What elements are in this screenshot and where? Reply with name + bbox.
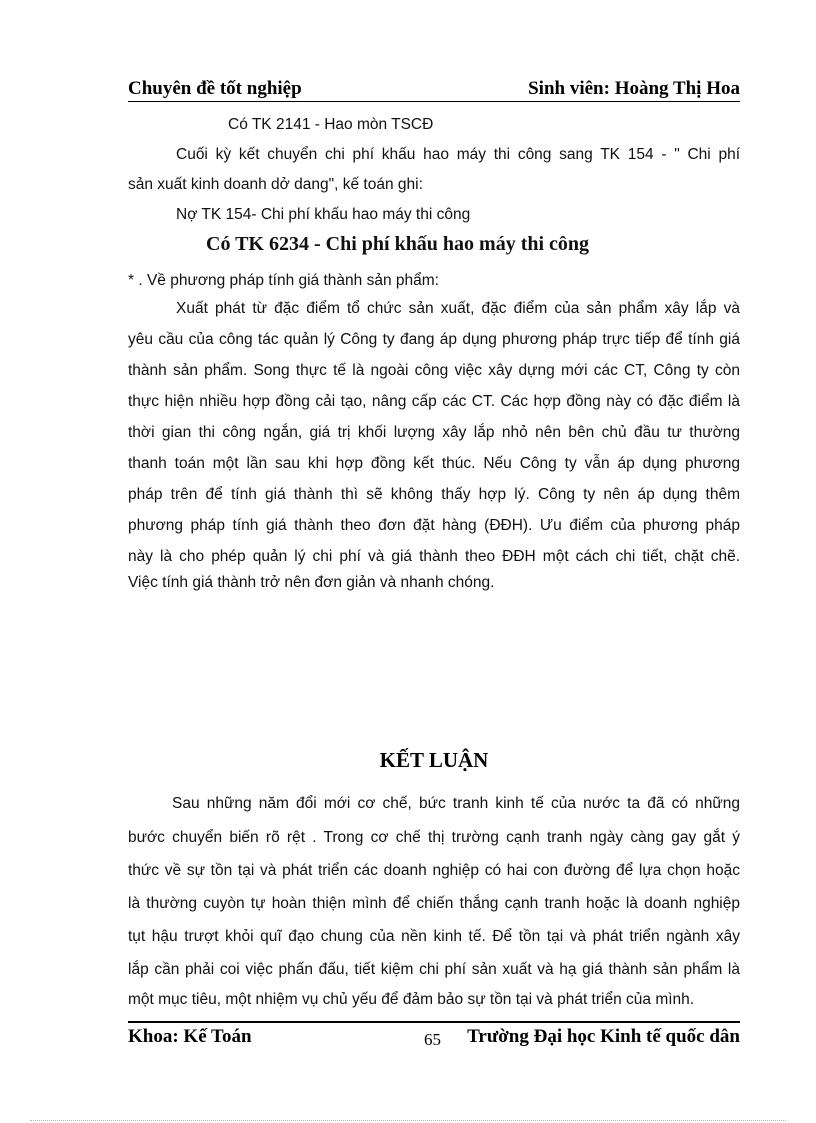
header-topic: Chuyên đề tốt nghiệp xyxy=(128,78,302,99)
page-footer xyxy=(128,1026,740,1050)
conclusion-line: Sau những năm đổi mới cơ chế, bức tranh kinh tế của nước ta đã có những xyxy=(172,795,740,812)
para1-line2: sản xuất kinh doanh dở dang", kế toán ghi: xyxy=(128,176,423,193)
para1-line1: Cuối kỳ kết chuyển chi phí khấu hao máy thi công sang TK 154 - " Chi phí xyxy=(176,146,740,163)
header-divider xyxy=(128,101,740,102)
page-bottom-edge xyxy=(30,1120,786,1121)
conclusion-line: bước chuyển biến rõ rệt . Trong cơ chế thị trường cạnh tranh ngày càng gay gắt ý xyxy=(128,829,740,846)
credit-entry-machine: Có TK 6234 - Chi phí khấu hao máy thi công xyxy=(206,233,590,255)
method-line: thực hiện nhiều hợp đồng cải tạo, nâng cấp các CT. Các hợp đồng này có đặc điểm là xyxy=(128,393,740,410)
method-line: thanh toán một lần sau khi hợp đồng kết thúc. Nếu Công ty vẫn áp dụng phương xyxy=(128,455,740,472)
method-heading: * . Về phương pháp tính giá thành sản phẩm: xyxy=(128,272,439,289)
debit-entry: Nợ TK 154- Chi phí khấu hao máy thi công xyxy=(176,206,471,223)
credit-entry-depreciation: Có TK 2141 - Hao mòn TSCĐ xyxy=(228,116,434,133)
conclusion-line: tụt hậu trượt khỏi quĩ đạo chung của nền kinh tế. Để tồn tại và phát triển ngành xây xyxy=(128,928,740,945)
conclusion-line: thức về sự tồn tại và phát triển các doanh nghiệp có hai con đường để lựa chọn hoặc xyxy=(128,862,740,879)
method-line: yêu cầu của công tác quản lý Công ty đang áp dụng phương pháp trực tiếp để tính giá xyxy=(128,331,740,348)
footer-university: Trường Đại học Kinh tế quốc dân xyxy=(467,1026,740,1047)
conclusion-line: lắp cần phải coi việc phấn đấu, tiết kiệm chi phí sản xuất và hạ giá thành sản phẩm là xyxy=(128,961,740,978)
conclusion-line: là thường cuyòn tự hoàn thiện mình để chiến thắng cạnh tranh hoặc là doanh nghiệp xyxy=(128,895,740,912)
conclusion-title: KẾT LUẬN xyxy=(379,748,489,772)
conclusion-line: một mục tiêu, một nhiệm vụ chủ yếu để đảm bảo sự tồn tại và phát triển của mình. xyxy=(128,991,695,1008)
method-line: Việc tính giá thành trở nên đơn giản và nhanh chóng. xyxy=(128,574,495,591)
method-line: này là cho phép quản lý chi phí và giá thành theo ĐĐH một cách chi tiết, chặt chẽ. xyxy=(128,548,740,565)
method-line: thời gian thi công ngắn, giá trị khối lượng xây lắp nhỏ nên bên chủ đầu tư thường xyxy=(128,424,740,441)
page-header xyxy=(128,78,740,102)
method-line: pháp trên để tính giá thành thì sẽ không thấy hợp lý. Công ty nên áp dụng thêm xyxy=(128,486,740,503)
method-line: phương pháp tính giá thành theo đơn đặt hàng (ĐĐH). Ưu điểm của phương pháp xyxy=(128,517,740,534)
header-student: Sinh viên: Hoàng Thị Hoa xyxy=(528,78,740,99)
footer-faculty: Khoa: Kế Toán xyxy=(128,1026,252,1047)
method-line: thành sản phẩm. Song thực tế là ngoài công việc xây dựng mới các CT, Công ty còn xyxy=(128,362,740,379)
footer-divider xyxy=(128,1021,740,1023)
method-line: Xuất phát từ đặc điểm tổ chức sản xuất, đặc điểm của sản phẩm xây lắp và xyxy=(176,300,740,317)
page-number: 65 xyxy=(424,1030,441,1049)
